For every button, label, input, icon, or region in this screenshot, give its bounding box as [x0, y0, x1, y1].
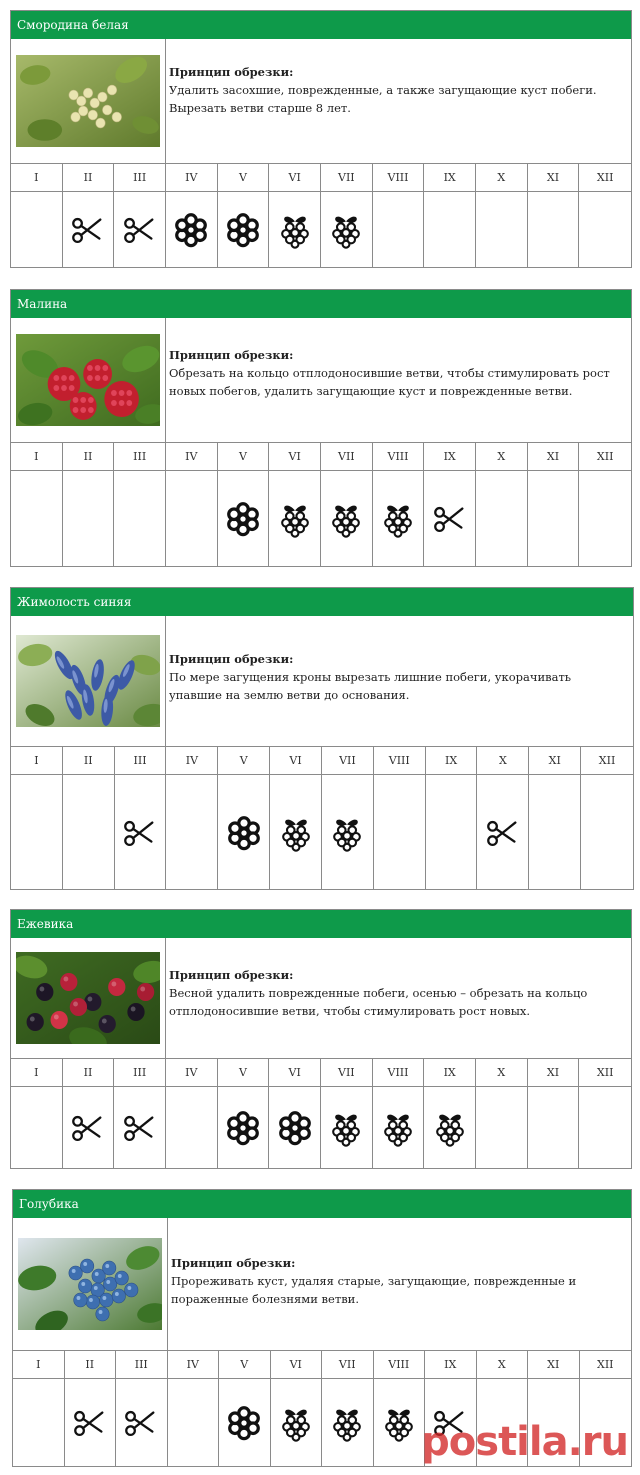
month-grid: [11, 746, 633, 890]
month-header-7: VII: [322, 1351, 374, 1379]
berry-icon: [276, 500, 314, 538]
month-cell-8: [373, 192, 425, 268]
card-title: Смородина белая: [11, 11, 631, 39]
month-cell-6: [269, 471, 321, 567]
month-header-10: X: [476, 1059, 528, 1087]
month-cell-6: [269, 1087, 321, 1169]
berry-icon: [277, 814, 315, 852]
month-header-1: I: [11, 443, 63, 471]
month-header-9: IX: [424, 164, 476, 192]
month-header-4: IV: [166, 164, 218, 192]
month-header-7: VII: [321, 443, 373, 471]
month-header-4: IV: [166, 747, 218, 775]
month-cell-2: [63, 775, 115, 890]
flower-icon: [225, 814, 263, 852]
principle-heading: Принцип обрезки:: [169, 652, 294, 666]
month-cell-8: [374, 1379, 426, 1467]
month-header-11: XI: [528, 164, 580, 192]
month-cell-9: [424, 192, 476, 268]
month-header-1: I: [13, 1351, 65, 1379]
month-cell-7: [321, 192, 373, 268]
month-header-6: VI: [269, 1059, 321, 1087]
principle-text: Прореживать куст, удаляя старые, загущающие, поврежденные и пораженные болезнями ветви.: [171, 1274, 577, 1306]
month-header-5: V: [218, 747, 270, 775]
scissors-icon: [121, 211, 159, 249]
month-cell-9: [424, 471, 476, 567]
month-cell-12: [579, 1087, 631, 1169]
watermark: postila.ru: [421, 1419, 628, 1465]
photo-cell: [11, 616, 166, 746]
scissors-icon: [431, 500, 469, 538]
month-cell-6: [271, 1379, 323, 1467]
month-header-6: VI: [270, 747, 322, 775]
principle-heading: Принцип обрезки:: [169, 65, 294, 79]
principle-heading: Принцип обрезки:: [169, 348, 294, 362]
month-grid: [11, 442, 631, 567]
flower-icon: [276, 1109, 314, 1147]
month-cell-2: [63, 192, 115, 268]
berry-icon: [328, 1404, 366, 1442]
photo-cell: [13, 1218, 168, 1350]
principle-text: Весной удалить поврежденные побеги, осенью – обрезать на кольцо отплодоносившие ветви, чтобы стимулировать рост новых.: [169, 986, 588, 1018]
month-header-4: IV: [168, 1351, 220, 1379]
month-cell-1: [11, 192, 63, 268]
berry-icon: [328, 814, 366, 852]
month-cell-11: [529, 775, 581, 890]
scissors-icon: [69, 1109, 107, 1147]
flower-icon: [224, 500, 262, 538]
berry-icon: [379, 1109, 417, 1147]
month-header-9: IX: [425, 1351, 477, 1379]
month-header-11: XI: [528, 1351, 580, 1379]
month-header-8: VIII: [374, 747, 426, 775]
plant-photo: [16, 334, 160, 426]
scissors-icon: [71, 1404, 109, 1442]
month-header-1: I: [11, 747, 63, 775]
scissors-icon: [121, 1109, 159, 1147]
pruning-principle: [169, 346, 625, 400]
principle-heading: Принцип обрезки:: [171, 1256, 296, 1270]
month-header-10: X: [477, 1351, 529, 1379]
month-cell-9: [424, 1087, 476, 1169]
month-cell-3: [115, 775, 167, 890]
month-header-12: XII: [579, 1059, 631, 1087]
month-header-8: VIII: [373, 443, 425, 471]
month-cell-3: [114, 1087, 166, 1169]
photo-cell: [11, 938, 166, 1058]
card-title: Голубика: [13, 1190, 631, 1218]
month-header-3: III: [114, 443, 166, 471]
month-cell-5: [218, 471, 270, 567]
berry-icon: [327, 1109, 365, 1147]
pruning-principle: [169, 650, 627, 704]
month-cell-10: [477, 775, 529, 890]
month-cell-12: [579, 471, 631, 567]
month-header-10: X: [476, 164, 528, 192]
month-cell-12: [581, 775, 633, 890]
month-header-12: XII: [579, 164, 631, 192]
month-cell-4: [166, 192, 218, 268]
month-header-8: VIII: [373, 1059, 425, 1087]
plant-photo: [16, 635, 160, 727]
month-header-8: VIII: [373, 164, 425, 192]
month-header-6: VI: [269, 164, 321, 192]
plant-card-honeysuckle: [10, 587, 634, 890]
principle-text: Удалить засохшие, поврежденные, а также загущающие куст побеги. Вырезать ветви старше 8 лет.: [169, 83, 597, 115]
month-header-4: IV: [166, 443, 218, 471]
month-cell-3: [114, 471, 166, 567]
month-header-12: XII: [579, 443, 631, 471]
pruning-principle: [171, 1254, 625, 1308]
month-header-11: XI: [529, 747, 581, 775]
month-cell-8: [373, 471, 425, 567]
plant-photo: [16, 952, 160, 1044]
berry-icon: [380, 1404, 418, 1442]
pruning-principle: [169, 63, 625, 117]
month-cell-3: [114, 192, 166, 268]
month-cell-5: [218, 775, 270, 890]
month-header-2: II: [63, 1059, 115, 1087]
month-header-3: III: [116, 1351, 168, 1379]
month-header-5: V: [218, 164, 270, 192]
month-header-9: IX: [426, 747, 478, 775]
month-cell-1: [13, 1379, 65, 1467]
flower-icon: [172, 211, 210, 249]
month-cell-4: [168, 1379, 220, 1467]
month-header-3: III: [115, 747, 167, 775]
month-header-3: III: [114, 164, 166, 192]
month-header-1: I: [11, 1059, 63, 1087]
month-header-12: XII: [580, 1351, 632, 1379]
month-cell-4: [166, 775, 218, 890]
flower-icon: [225, 1404, 263, 1442]
card-title: Жимолость синяя: [11, 588, 633, 616]
month-cell-8: [374, 775, 426, 890]
month-header-1: I: [11, 164, 63, 192]
scissors-icon: [122, 1404, 160, 1442]
month-cell-7: [321, 471, 373, 567]
month-cell-4: [166, 1087, 218, 1169]
month-cell-11: [528, 192, 580, 268]
month-header-3: III: [114, 1059, 166, 1087]
month-header-8: VIII: [374, 1351, 426, 1379]
month-header-11: XI: [528, 443, 580, 471]
scissors-icon: [121, 814, 159, 852]
month-cell-2: [65, 1379, 117, 1467]
card-title: Ежевика: [11, 910, 631, 938]
month-header-4: IV: [166, 1059, 218, 1087]
month-cell-11: [528, 471, 580, 567]
photo-cell: [11, 318, 166, 442]
berry-icon: [431, 1109, 469, 1147]
month-cell-7: [322, 775, 374, 890]
principle-text: Обрезать на кольцо отплодоносившие ветви, чтобы стимулировать рост новых побегов, удалить загущающие куст и поврежденные ветви.: [169, 366, 610, 398]
month-cell-12: [579, 192, 631, 268]
month-cell-5: [218, 192, 270, 268]
berry-icon: [327, 500, 365, 538]
month-cell-2: [63, 1087, 115, 1169]
month-cell-1: [11, 471, 63, 567]
month-cell-5: [218, 1087, 270, 1169]
month-cell-10: [476, 192, 528, 268]
month-cell-10: [476, 471, 528, 567]
month-header-2: II: [65, 1351, 117, 1379]
month-cell-11: [528, 1087, 580, 1169]
berry-icon: [276, 211, 314, 249]
month-header-12: XII: [581, 747, 633, 775]
month-header-2: II: [63, 747, 115, 775]
plant-card-raspberry: [10, 289, 632, 567]
month-header-10: X: [476, 443, 528, 471]
month-cell-10: [476, 1087, 528, 1169]
month-cell-6: [269, 192, 321, 268]
month-header-5: V: [218, 1059, 270, 1087]
berry-icon: [327, 211, 365, 249]
month-cell-9: [426, 775, 478, 890]
month-grid: [11, 1058, 631, 1169]
month-cell-3: [116, 1379, 168, 1467]
month-cell-5: [219, 1379, 271, 1467]
flower-icon: [224, 211, 262, 249]
month-header-2: II: [63, 164, 115, 192]
scissors-icon: [484, 814, 522, 852]
month-header-6: VI: [269, 443, 321, 471]
month-header-10: X: [477, 747, 529, 775]
plant-card-blackberry: [10, 909, 632, 1169]
month-header-7: VII: [321, 1059, 373, 1087]
month-header-7: VII: [321, 164, 373, 192]
photo-cell: [11, 39, 166, 163]
flower-icon: [224, 1109, 262, 1147]
month-cell-8: [373, 1087, 425, 1169]
month-header-5: V: [218, 443, 270, 471]
pruning-principle: [169, 966, 625, 1020]
month-cell-7: [322, 1379, 374, 1467]
month-header-9: IX: [424, 1059, 476, 1087]
principle-text: По мере загущения кроны вырезать лишние побеги, укорачивать упавшие на землю ветви до основания.: [169, 670, 572, 702]
month-cell-7: [321, 1087, 373, 1169]
month-grid: [11, 163, 631, 268]
month-cell-6: [270, 775, 322, 890]
month-header-9: IX: [424, 443, 476, 471]
month-cell-1: [11, 1087, 63, 1169]
month-header-7: VII: [322, 747, 374, 775]
month-cell-1: [11, 775, 63, 890]
month-header-11: XI: [528, 1059, 580, 1087]
berry-icon: [379, 500, 417, 538]
scissors-icon: [69, 211, 107, 249]
month-cell-4: [166, 471, 218, 567]
month-header-2: II: [63, 443, 115, 471]
plant-card-white-currant: [10, 10, 632, 268]
plant-photo: [16, 55, 160, 147]
berry-icon: [277, 1404, 315, 1442]
month-header-6: VI: [271, 1351, 323, 1379]
plant-photo: [18, 1238, 162, 1330]
card-title: Малина: [11, 290, 631, 318]
principle-heading: Принцип обрезки:: [169, 968, 294, 982]
month-header-5: V: [219, 1351, 271, 1379]
month-cell-2: [63, 471, 115, 567]
